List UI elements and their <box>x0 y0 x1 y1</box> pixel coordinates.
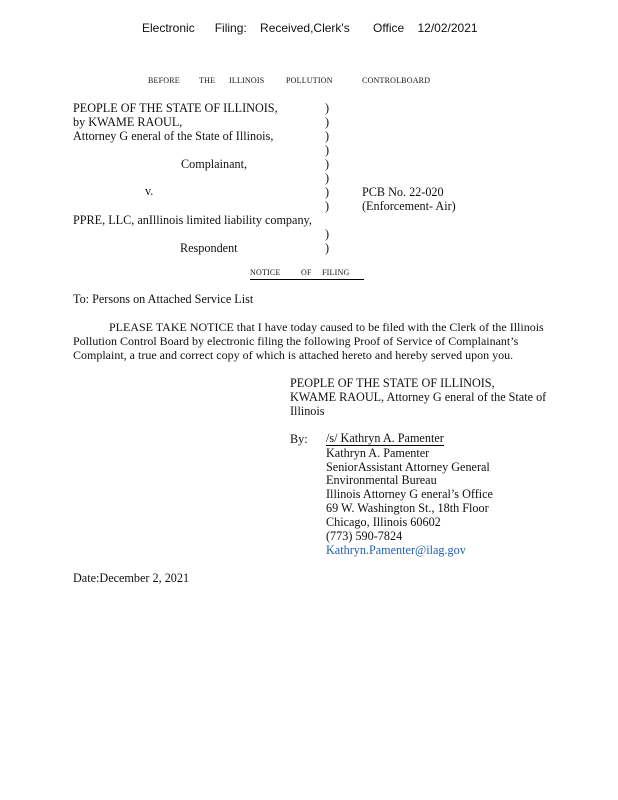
board-title-word: THE <box>199 76 216 85</box>
signer-street: 69 W. Washington St., 18th Floor <box>326 501 489 515</box>
signer-office: Illinois Attorney G eneral’s Office <box>326 487 493 501</box>
body-line: Pollution Control Board by electronic filing the following Proof of Service of Complainant’s <box>73 334 519 348</box>
respondent-label: Respondent <box>180 241 238 255</box>
board-title-word: CONTROLBOARD <box>362 76 431 85</box>
party-line: Illinois <box>290 404 325 418</box>
caption-paren: ) <box>325 171 330 185</box>
caption-paren: ) <box>325 227 330 241</box>
caption-paren: ) <box>325 129 330 143</box>
signer-city: Chicago, Illinois 60602 <box>326 515 441 529</box>
caption-paren: ) <box>325 199 330 213</box>
signer-title: SeniorAssistant Attorney General <box>326 460 490 474</box>
caption-plaintiff-line: by KWAME RAOUL, <box>73 115 183 129</box>
signer-phone: (773) 590-7824 <box>326 529 403 543</box>
versus-label: v. <box>145 184 154 198</box>
notice-title <box>250 268 364 280</box>
complainant-label: Complainant, <box>181 157 248 171</box>
caption-paren: ) <box>325 115 330 129</box>
signer-name: Kathryn A. Pamenter <box>326 446 430 460</box>
caption-plaintiff-line: PEOPLE OF THE STATE OF ILLINOIS, <box>73 101 278 115</box>
notice-title-word: OF <box>301 268 312 277</box>
addressee-line: To: Persons on Attached Service List <box>73 292 254 306</box>
board-title-word: BEFORE <box>148 76 180 85</box>
caption-paren: ) <box>325 101 330 115</box>
case-type: (Enforcement- Air) <box>362 199 456 213</box>
date-line: Date:December 2, 2021 <box>73 571 190 585</box>
case-number: PCB No. 22-020 <box>362 185 444 199</box>
party-line: PEOPLE OF THE STATE OF ILLINOIS, <box>290 376 495 390</box>
body-line: Complaint, a true and correct copy of which is attached hereto and hereby served upon you. <box>73 348 514 362</box>
filing-stamp: Electronic Filing: Received,Clerk's Office 12/02/2021 <box>142 21 478 35</box>
board-title-word: ILLINOIS <box>229 76 265 85</box>
signer-email-link[interactable]: Kathryn.Pamenter@ilag.gov <box>326 543 466 557</box>
defendant-line: PPRE, LLC, anIllinois limited liability company, <box>73 213 312 227</box>
electronic-signature: /s/ Kathryn A. Pamenter <box>326 431 444 445</box>
party-line: KWAME RAOUL, Attorney G eneral of the State of <box>290 390 547 404</box>
by-label: By: <box>290 432 308 446</box>
caption-paren: ) <box>325 185 330 199</box>
body-line: PLEASE TAKE NOTICE that I have today caused to be filed with the Clerk of the Illinois <box>109 320 544 334</box>
board-title-word: POLLUTION <box>286 76 333 85</box>
caption-plaintiff-line: Attorney G eneral of the State of Illinois, <box>73 129 274 143</box>
caption-paren: ) <box>325 241 330 255</box>
notice-title-word: NOTICE <box>250 268 281 277</box>
signer-bureau: Environmental Bureau <box>326 473 437 487</box>
caption-paren: ) <box>325 157 330 171</box>
caption-paren: ) <box>325 143 330 157</box>
notice-title-word: FILING <box>322 268 350 277</box>
